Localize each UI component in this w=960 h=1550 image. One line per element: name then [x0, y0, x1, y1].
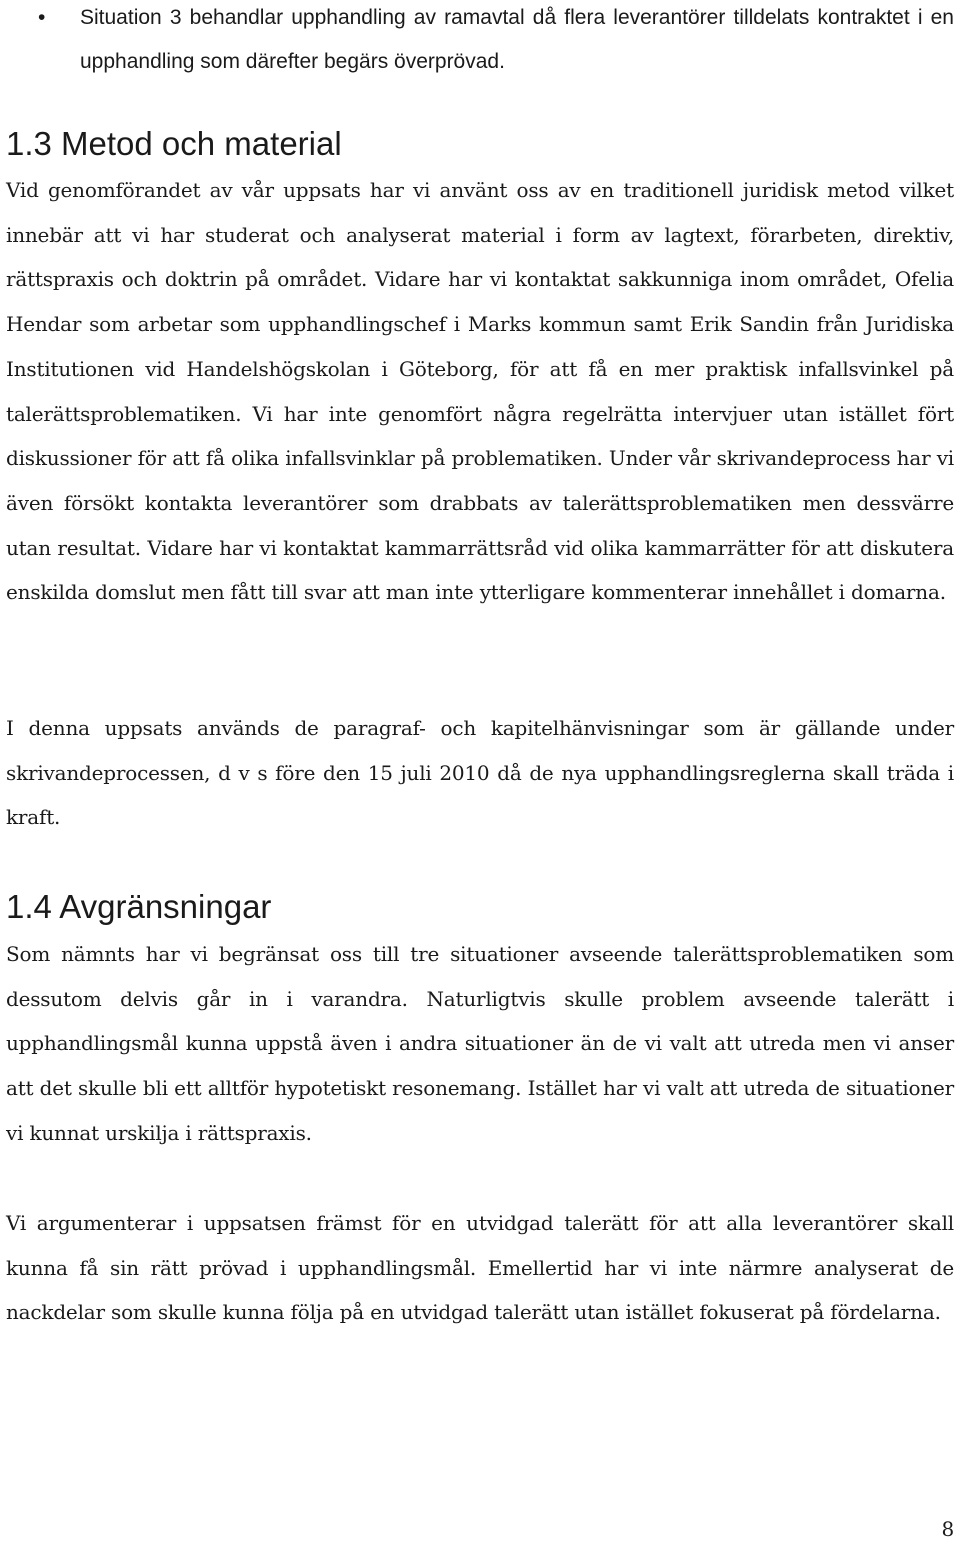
paragraph-metod-2: I denna uppsats används de paragraf- och kapitelhänvisningar som är gällande under skrivandeprocessen, d v s före den 15 juli 2010 då de nya upphandlingsreglerna skall träda i kraft.: [6, 716, 954, 830]
paragraph-avgransningar-2: Vi argumenterar i uppsatsen främst för en utvidgad talerätt för att alla leverantörer skall kunna få sin rätt prövad i upphandlingsmål. Emellertid har vi inte närmre analyserat de nackdelar som skulle kunna följa på en utvidgad talerätt utan istället fokuserat på fördelarna.: [6, 1211, 954, 1325]
paragraph-metod-1: Vid genomförandet av vår uppsats har vi använt oss av en traditionell juridisk metod vilket innebär att vi har studerat och analyserat material i form av lagtext, förarbeten, direktiv, rättspraxis och doktrin på området. Vidare har vi kontaktat sakkunniga inom området, Ofelia Hendar som arbetar som upphandlingschef i Marks kommun samt Erik Sandin från Juridiska Institutionen vid Handelshögskolan i Göteborg, för att få en mer praktisk infallsvinkel på talerättsproblematiken. Vi har inte genomfört några regelrätta intervjuer utan istället fört diskussioner för att få olika infallsvinklar på problematiken. Under vår skrivandeprocess har vi även försökt kontakta leverantörer som drabbats av talerättsproblematiken men dessvärre utan resultat. Vidare har vi kontaktat kammarrättsråd vid olika kammarrätter för att diskutera enskilda domslut men fått till svar att man inte ytterligare kommenterar innehållet i domarna.: [6, 178, 954, 605]
bullet-marker: •: [38, 6, 46, 29]
page-number: 8: [941, 1517, 954, 1541]
bullet-item: [38, 0, 954, 84]
heading-avgransningar: 1.4 Avgränsningar: [6, 888, 272, 925]
bullet-text: Situation 3 behandlar upphandling av ramavtal då flera leverantörer tilldelats kontraktet i en upphandling som därefter begärs överprövad.: [80, 6, 954, 73]
heading-metod-och-material: 1.3 Metod och material: [6, 125, 342, 162]
paragraph-avgransningar-1: Som nämnts har vi begränsat oss till tre situationer avseende talerättsproblematiken som dessutom delvis går in i varandra. Naturligtvis skulle problem avseende talerätt i upphandlingsmål kunna uppstå även i andra situationer än de vi valt att utreda men vi anser att det skulle bli ett alltför hypotetiskt resonemang. Istället har vi valt att utreda de situationer vi kunnat urskilja i rättspraxis.: [6, 942, 954, 1145]
